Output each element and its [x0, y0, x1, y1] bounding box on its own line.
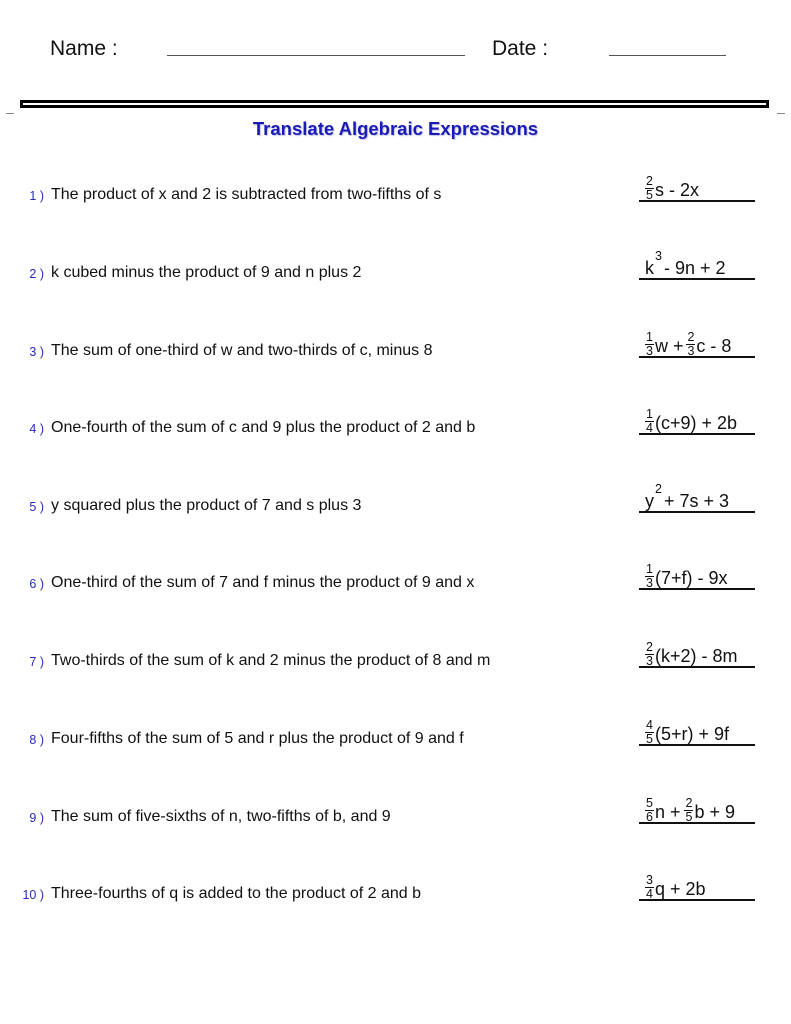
- question-text: One-third of the sum of 7 and f minus the product of 9 and x: [51, 574, 475, 591]
- name-label: Name :: [50, 37, 118, 60]
- page-title: Translate Algebraic Expressions: [252, 118, 539, 139]
- question-number: 7 ): [29, 655, 44, 669]
- answer-expression: $\frac{2}{5}$ s - 2x: [646, 174, 699, 202]
- answer-line[interactable]: [639, 744, 755, 746]
- answer-expression: $\frac{1}{3}$ (7+f) - 9x: [646, 562, 728, 590]
- answer-expression: $\frac{5}{6}$ n + $\frac{2}{5}$ b + 9: [646, 796, 735, 824]
- date-field-line[interactable]: [609, 55, 726, 56]
- exponent: 2: [655, 482, 662, 496]
- header-divider-bar: [20, 100, 769, 108]
- fraction: $\frac{1}{4}$: [646, 407, 653, 435]
- question-number: 1 ): [29, 189, 44, 203]
- question-row: [0, 249, 791, 320]
- question-row: [0, 174, 791, 242]
- question-row: [0, 796, 791, 864]
- question-text: One-fourth of the sum of c and 9 plus the product of 2 and b: [51, 419, 476, 436]
- question-text: The product of x and 2 is subtracted from two-fifths of s: [51, 186, 442, 203]
- question-text: Three-fourths of q is added to the product of 2 and b: [51, 885, 422, 902]
- name-field-line[interactable]: [167, 55, 465, 56]
- fraction: $\frac{4}{5}$: [646, 718, 653, 746]
- exponent: 3: [655, 249, 662, 263]
- question-text: Four-fifths of the sum of 5 and r plus the product of 9 and f: [51, 730, 464, 747]
- answer-line[interactable]: [639, 588, 755, 590]
- answer-expression: $\frac{3}{4}$ q + 2b: [646, 873, 706, 901]
- left-tick-mark: [6, 113, 14, 114]
- answer-line[interactable]: [639, 356, 755, 358]
- fraction: $\frac{5}{6}$: [646, 796, 653, 824]
- answer-line[interactable]: [639, 278, 755, 280]
- question-number: 4 ): [29, 422, 44, 436]
- question-row: [0, 718, 791, 786]
- fraction: $\frac{3}{4}$: [646, 873, 653, 901]
- question-text: The sum of one-third of w and two-thirds of c, minus 8: [51, 342, 433, 359]
- question-number: 9 ): [29, 811, 44, 825]
- fraction: $\frac{2}{3}$: [687, 330, 695, 358]
- question-row: [0, 407, 791, 475]
- answer-line[interactable]: [639, 666, 755, 668]
- question-text: k cubed minus the product of 9 and n plus 2: [51, 264, 362, 281]
- date-label: Date :: [492, 37, 549, 60]
- answer-line[interactable]: [639, 822, 755, 824]
- question-row: [0, 562, 791, 630]
- answer-line[interactable]: [639, 433, 755, 435]
- question-number: 5 ): [29, 500, 44, 514]
- question-number: 10 ): [22, 888, 44, 902]
- answer-line[interactable]: [639, 200, 755, 202]
- question-row: [0, 482, 791, 553]
- question-row: [0, 873, 791, 941]
- fraction: $\frac{2}{3}$: [646, 640, 653, 668]
- answer-expression: $\frac{2}{3}$ (k+2) - 8m: [646, 640, 738, 668]
- question-number: 6 ): [29, 577, 44, 591]
- fraction: $\frac{2}{5}$: [685, 796, 693, 824]
- answer-expression: $\frac{4}{5}$ (5+r) + 9f: [646, 718, 729, 746]
- answer-line[interactable]: [639, 899, 755, 901]
- answer-expression: k 3 - 9n + 2: [645, 249, 726, 278]
- answer-expression: $\frac{1}{3}$ w + $\frac{2}{3}$ c - 8: [646, 330, 732, 358]
- fraction: $\frac{1}{3}$: [646, 562, 653, 590]
- right-tick-mark: [777, 113, 785, 114]
- question-text: The sum of five-sixths of n, two-fifths of b, and 9: [51, 808, 391, 825]
- question-text: Two-thirds of the sum of k and 2 minus the product of 8 and m: [51, 652, 491, 669]
- question-row: [0, 330, 791, 398]
- fraction: $\frac{1}{3}$: [646, 330, 653, 358]
- question-number: 3 ): [29, 345, 44, 359]
- answer-expression: $\frac{1}{4}$ (c+9) + 2b: [646, 407, 737, 435]
- question-number: 8 ): [29, 733, 44, 747]
- question-number: 2 ): [29, 267, 44, 281]
- answer-line[interactable]: [639, 511, 755, 513]
- question-text: y squared plus the product of 7 and s plus 3: [51, 497, 362, 514]
- fraction: $\frac{2}{5}$: [646, 174, 653, 202]
- answer-expression: y 2 + 7s + 3: [645, 482, 730, 511]
- question-row: [0, 640, 791, 708]
